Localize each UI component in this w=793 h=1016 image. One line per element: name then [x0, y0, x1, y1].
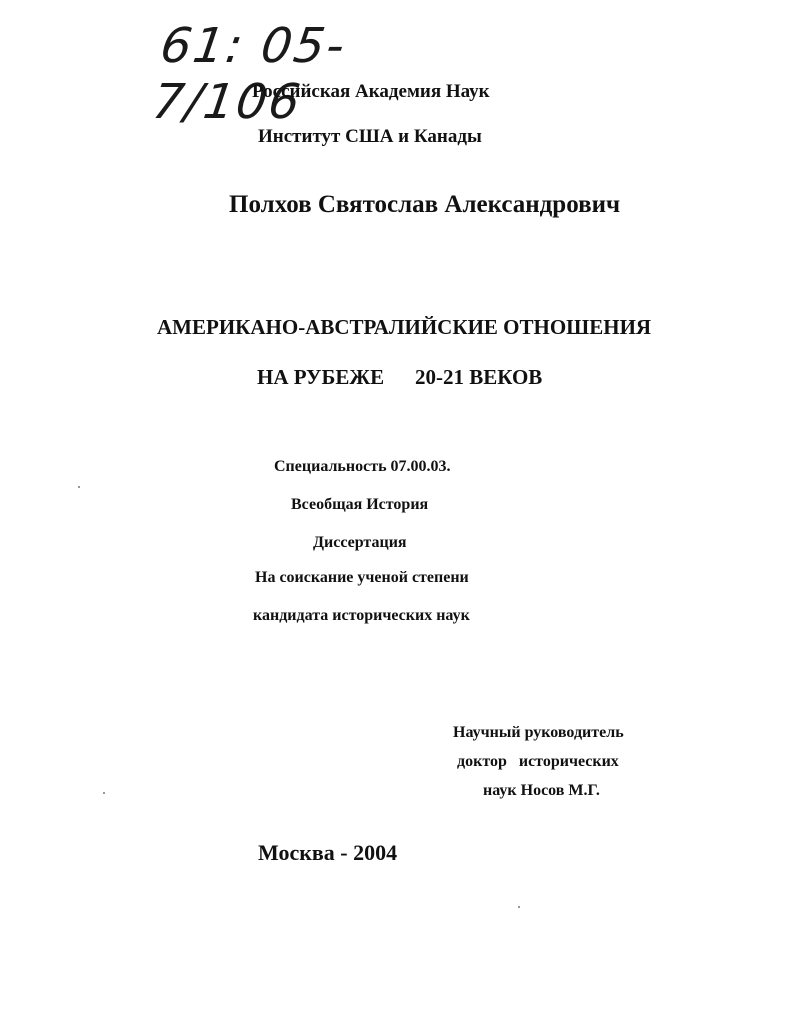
author-name: Полхов Святослав Александрович — [229, 191, 621, 218]
specialty-code: Специальность 07.00.03. — [274, 458, 451, 475]
thesis-title-line-2b: 20-21 ВЕКОВ — [415, 365, 543, 389]
scan-speck — [103, 792, 105, 794]
degree-line-2: кандидата исторических наук — [253, 607, 470, 624]
academy-name: Российская Академия Наук — [252, 81, 490, 102]
advisor-degree: доктор исторических — [457, 753, 619, 770]
institute-name: Институт США и Канады — [258, 126, 482, 147]
scan-speck — [78, 486, 80, 488]
degree-line-1: На соискание ученой степени — [255, 569, 469, 586]
scan-speck — [518, 906, 520, 908]
city-year: Москва - 2004 — [258, 840, 398, 865]
advisor-label: Научный руководитель — [453, 724, 624, 741]
handwritten-archive-number: 61: 05- 7/106 — [149, 18, 350, 130]
thesis-title-line-2a: НА РУБЕЖЕ — [257, 365, 385, 389]
thesis-title-line-1: АМЕРИКАНО-АВСТРАЛИЙСКИЕ ОТНОШЕНИЯ — [157, 315, 652, 339]
work-type: Диссертация — [313, 534, 407, 551]
advisor-name: наук Носов М.Г. — [483, 782, 600, 799]
field-name: Всеобщая История — [291, 496, 429, 513]
